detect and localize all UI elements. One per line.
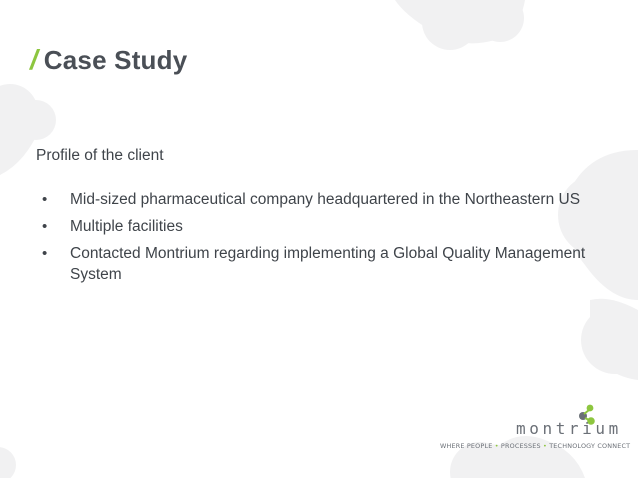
tagline-separator: • <box>542 442 547 450</box>
tagline-part: WHERE PEOPLE <box>440 442 493 450</box>
bullet-item <box>36 217 596 237</box>
bullet-icon: • <box>42 218 48 236</box>
logo-tagline <box>440 442 630 450</box>
montrium-logo <box>440 402 631 462</box>
bullet-icon: • <box>42 245 48 263</box>
section-subtitle: Profile of the client <box>36 147 164 164</box>
tagline-part: PROCESSES <box>500 442 541 450</box>
bullet-list <box>36 190 596 285</box>
page-title: Case Study <box>43 44 188 75</box>
bullet-text: Mid-sized pharmaceutical company headquartered in the Northeastern US <box>70 191 581 209</box>
bullet-text: Contacted Montrium regarding implementing a Global Quality Management System <box>70 245 586 283</box>
title-slash: / <box>30 44 38 75</box>
title-bar <box>30 40 187 80</box>
bullet-icon: • <box>42 191 48 209</box>
logo-wordmark: montrium <box>516 419 622 438</box>
slide-content <box>36 146 596 292</box>
tagline-separator: • <box>494 442 499 450</box>
tagline-part: TECHNOLOGY CONNECT <box>549 442 631 450</box>
bullet-item <box>36 190 596 210</box>
bullet-text: Multiple facilities <box>70 218 183 236</box>
bg-circle <box>0 447 16 478</box>
bullet-item <box>36 244 596 284</box>
